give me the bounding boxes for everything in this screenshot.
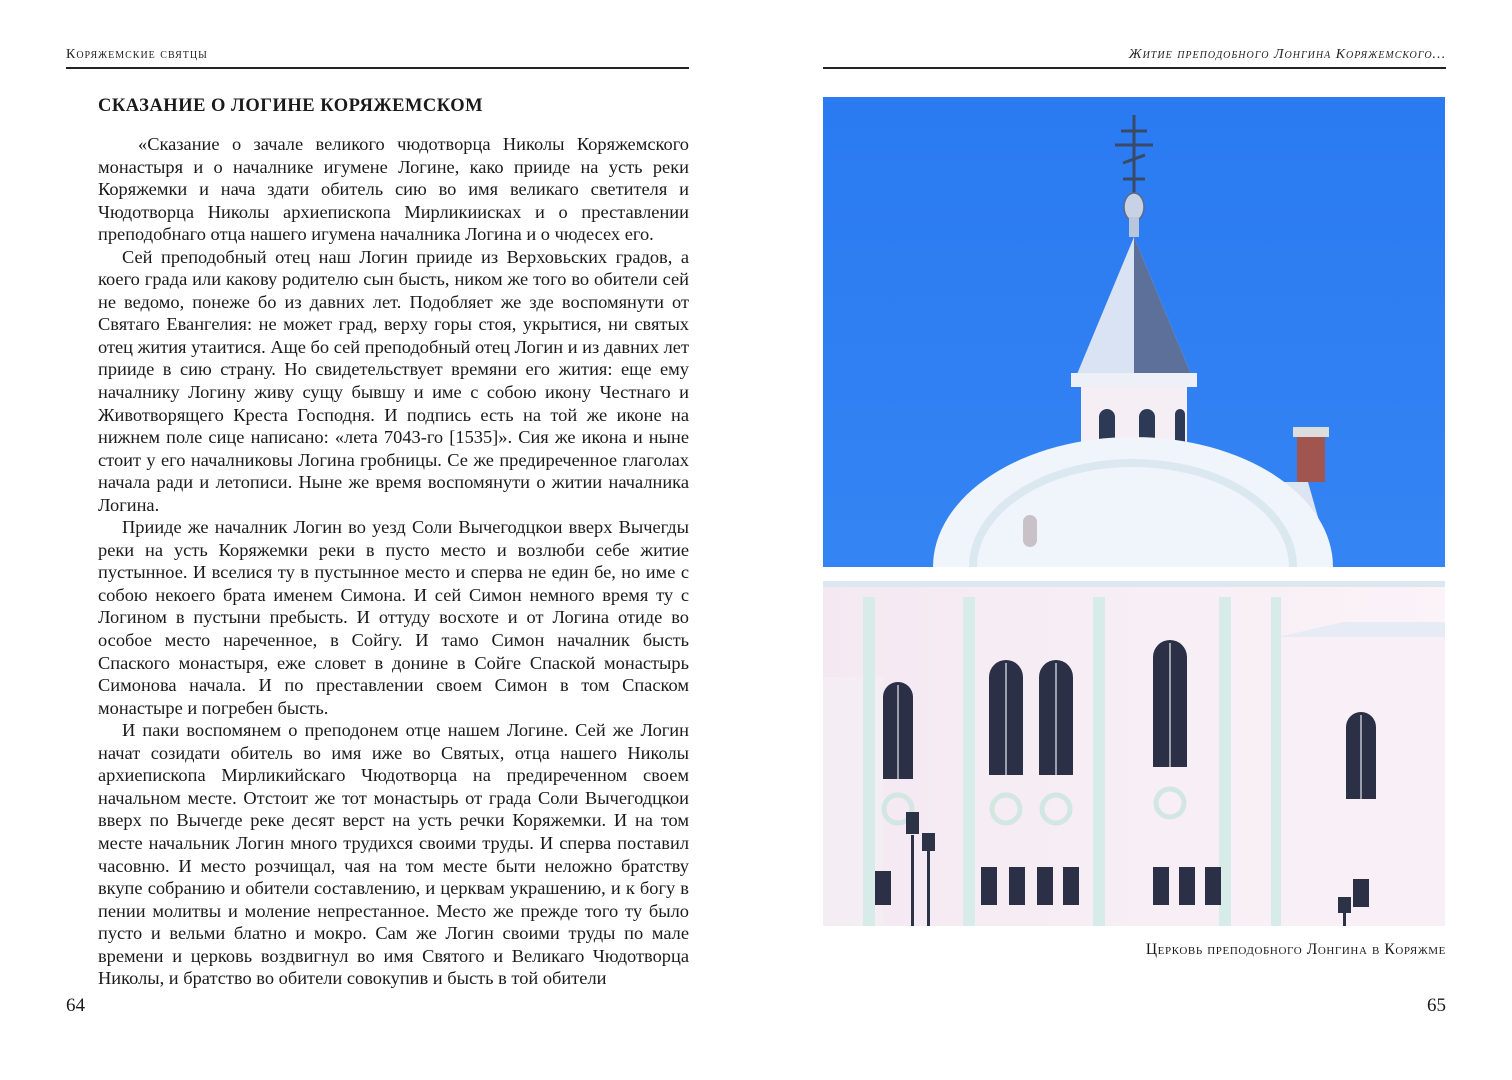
paragraph-1: «Сказание о зачале великого чюдотворца Николы Коряжемского монастыря и о началнике игумене Логине, како прииде на усть реки Коряжемки и нача здати обитель сию во имя великаго светителя и Чюдотворца Николы архиепископа Мирликиисках и о преставлении преподобнаго отца нашего игумена началника Логина и о чюдесех его.	[98, 134, 689, 245]
body-text	[98, 133, 689, 990]
right-page	[756, 0, 1512, 1080]
page-number-right: 65	[1427, 995, 1446, 1016]
paragraph-4: И паки воспомянем о преподонем отце нашем Логине. Сей же Логин начат созидати обитель во имя иже во Святых, отца нашего Николы архиепископа Мирликийскаго Чюдотворца на предиреченном своем начальном месте. Отстоит же тот монастырь от града Соли Вычегодцкои вверх по Вычегде реке десят верст на усть речки Коряжемки. И на том месте начальник Логин много трудихся своими труды. И сперва поставил часовню. И место розчищал, чая на том месте быти неложно братству вкупе собранию и обители составлению, и церквам украшению, и к богу в пении молитвы и моление непрестанное. Место же прежде того ту было пусто и вельми блатно и мокро. Сам же Логин своими труды по мале времени и церковь воздвигнул во имя Святого и Великаго Чюдотворца Николы, и братство во обители совокупив и бысть в той обители	[98, 720, 689, 989]
running-head-right: Житие преподобного Лонгина Коряжемского…	[1128, 47, 1446, 62]
photo-caption: Церковь преподобного Лонгина в Коряжме	[1145, 941, 1446, 958]
paragraph-3: Прииде же началник Логин во уезд Соли Вычегодцкои вверх Вычегды реки на усть Коряжемки реки в пусто место и возлюби себе житие пустынное. И вселися ту в пустынное место и сперва не един бе, но име с собою некоего брата именем Симона. И сей Симон немного время ту с Логином в пустыни пребысть. И оттуду восхоте и от Логина отиде во особое место нареченное, в Сойгу. И тамо Симон началник бысть Спаского монастыря, еже словет в донине в Сойге Спаской монастырь Симонова начала. И по преставлении своем Симон в том Спаском монастыре и погребен бысть.	[98, 517, 689, 718]
page-number-left: 64	[66, 995, 85, 1016]
church-photo	[823, 97, 1445, 926]
paragraph-2: Сей преподобный отец наш Логин прииде из Верховьских градов, а коего града или какову родителю сын бысть, ником же того во обители сей не ведомо, понеже бо из давних лет. Подобляет же зде воспомянути от Святаго Евангелия: не может град, верху горы стоя, укрытися, ни святых отец жития утаитися. Аще бо сей преподобный отец Логин и из давних лет прииде в сию страну. Но свидетельствует времяни его жития: еще ему началнику Логину живу сущу бывшу и име с собою икону Честнаго и Животворящего Креста Господня. И подпись есть на той же иконе на нижнем поле сице написано: «лета 7043-го [1535]». Сия же икона и ныне стоит у его началниковы Логина гробницы. Се же предиреченное глаголах начала ради и летописи. Ныне же время воспомянути о житии началника Логина.	[98, 246, 689, 515]
chapter-title: СКАЗАНИЕ О ЛОГИНЕ КОРЯЖЕМСКОМ	[98, 96, 484, 116]
header-rule-left	[66, 67, 689, 69]
header-rule-right	[823, 67, 1446, 69]
running-head-left: Коряжемские святцы	[66, 47, 208, 62]
